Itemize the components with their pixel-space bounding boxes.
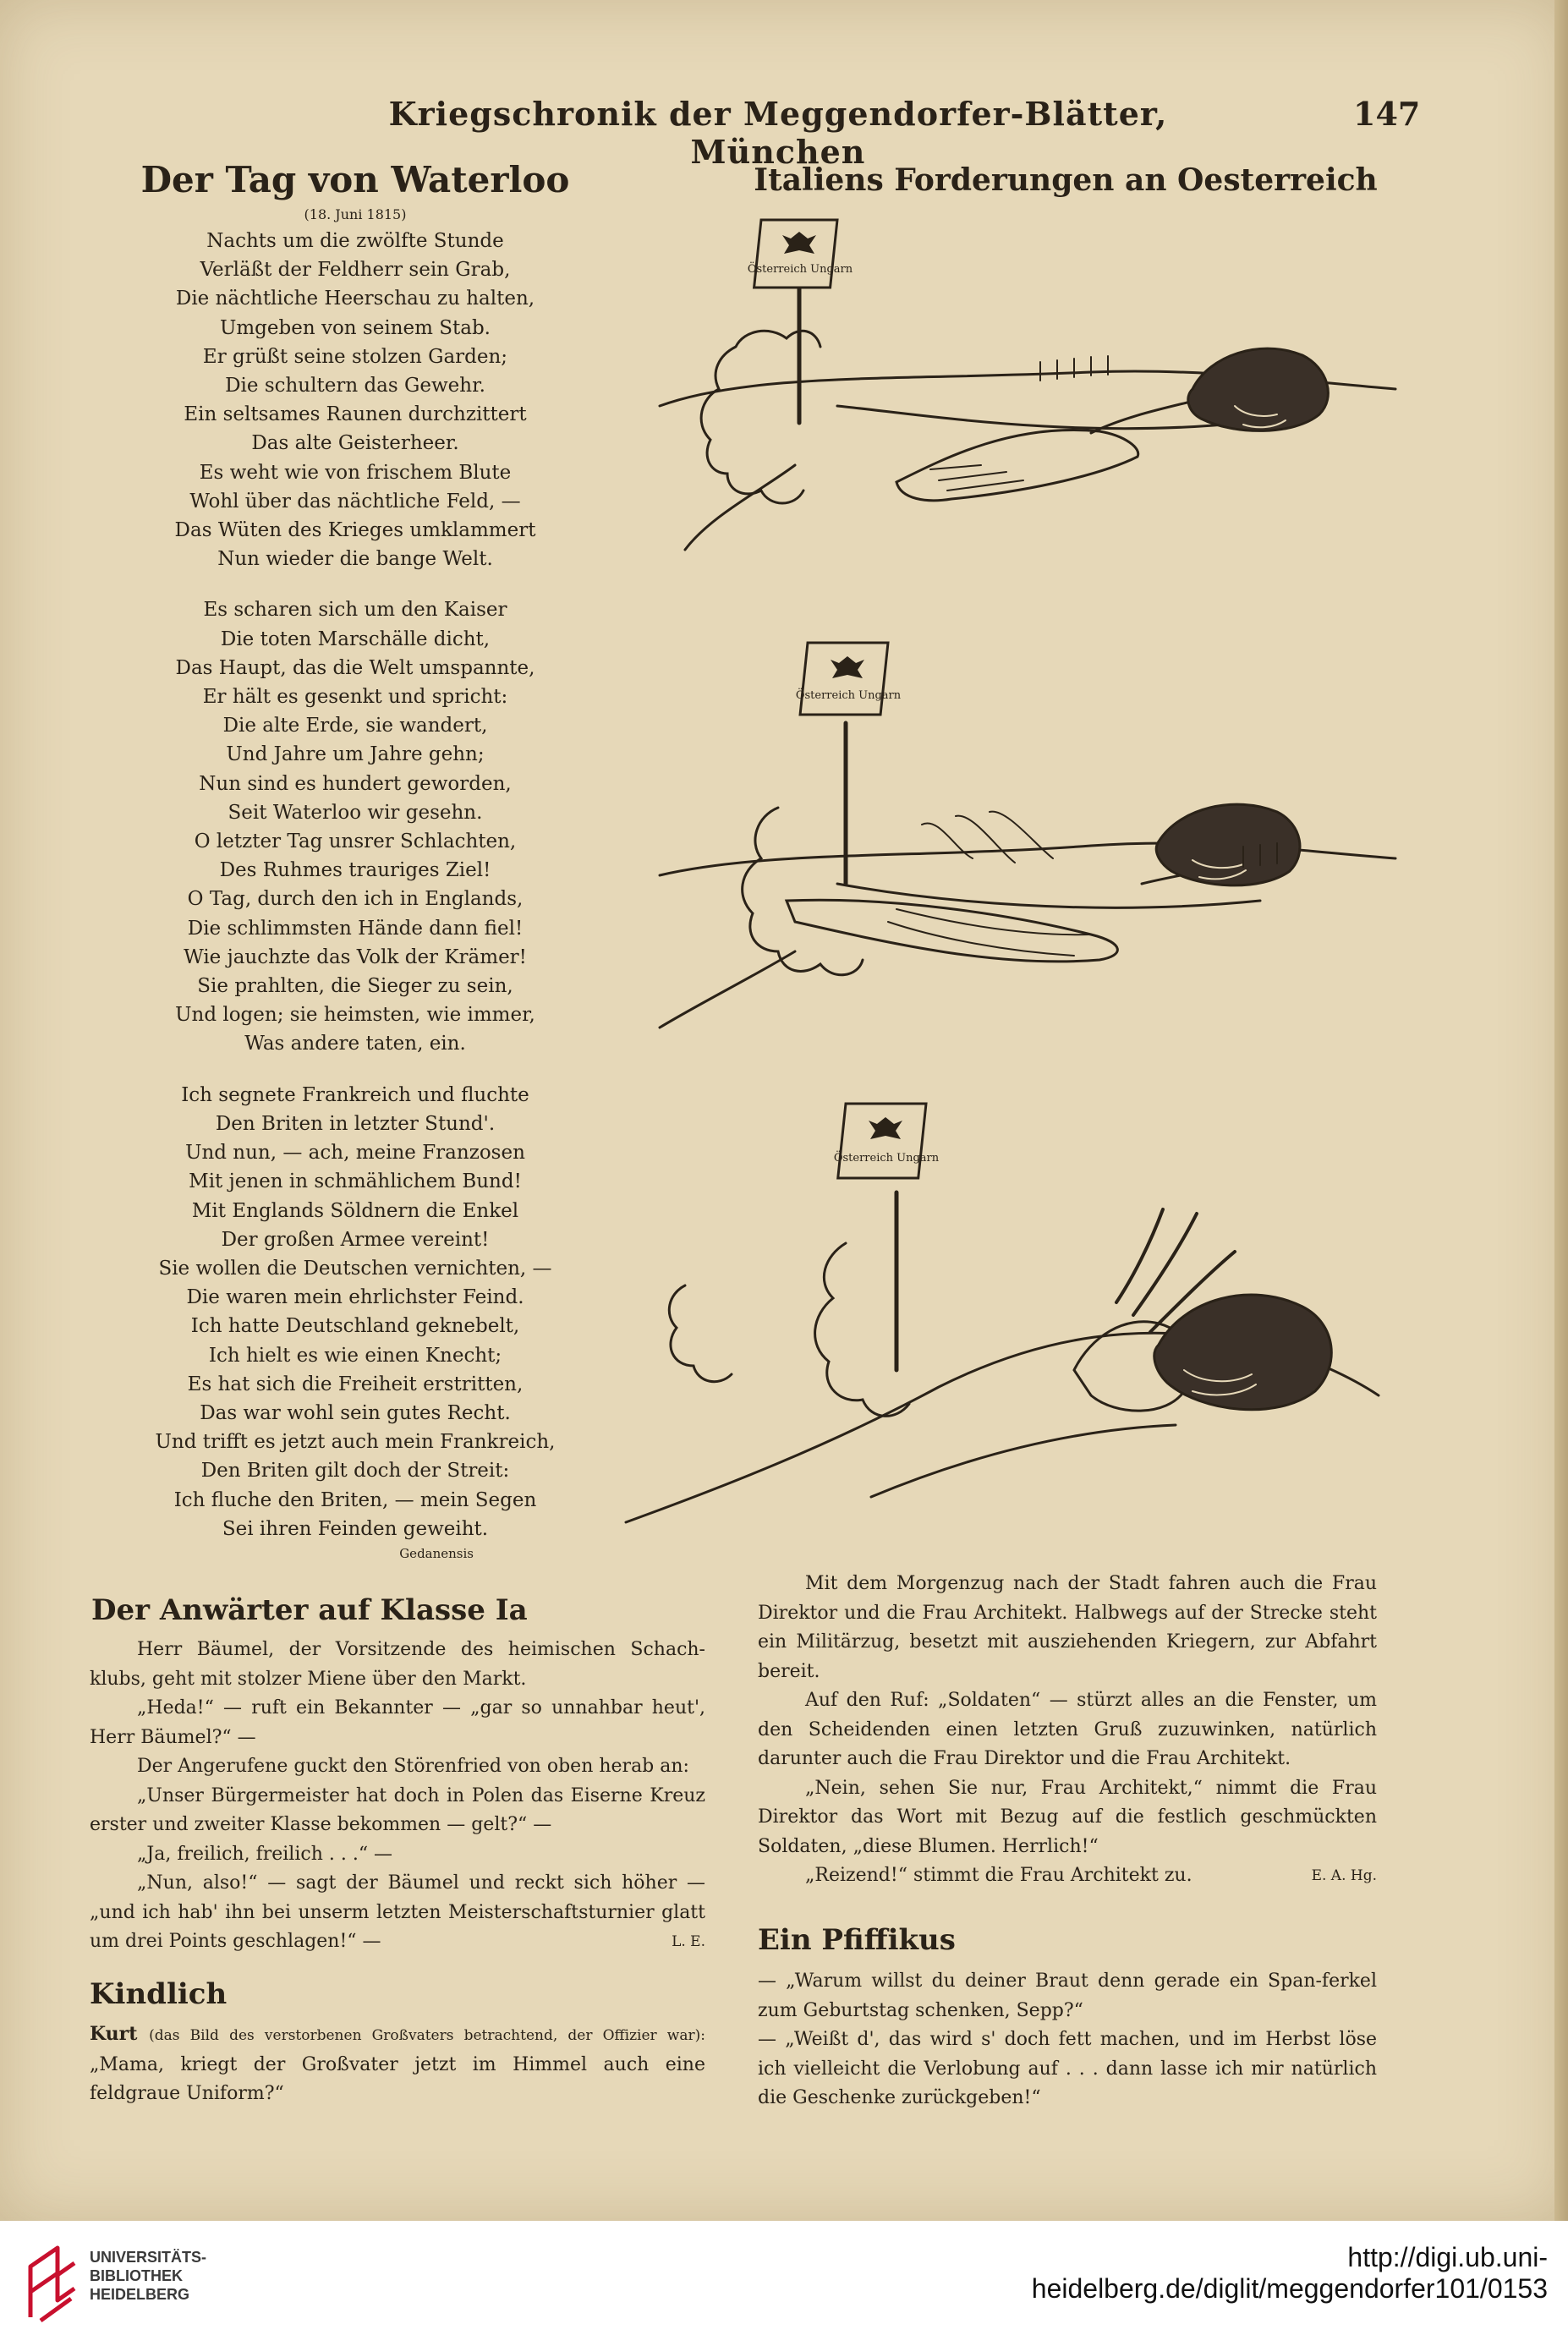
- morgenzug-text: [758, 1570, 1377, 1891]
- poem-line: Ein seltsames Raunen durchzittert: [184, 403, 527, 426]
- cartoon-panel-1: [651, 211, 1412, 592]
- anwaerter-title: Der Anwärter auf Klasse Ia: [91, 1593, 528, 1627]
- anwaerter-paragraph: „Nun, also!“ — sagt der Bäumel und reckt sich höher — „und ich hab' ihn bei unserm letzten Meisterschaftsturnier glatt um drei Points geschlagen!“ —: [90, 1872, 705, 1952]
- library-name-line: BIBLIOTHEK: [90, 2267, 183, 2284]
- poem-line: Das Haupt, das die Welt umspannte,: [175, 656, 535, 679]
- kindlich-text: [90, 2020, 705, 2109]
- poem-line: Nun wieder die bange Welt.: [217, 548, 493, 571]
- pfiffikus-text: [758, 1967, 1377, 2113]
- poem-line: Das Wüten des Krieges umklammert: [174, 519, 536, 542]
- poem-line: Es scharen sich um den Kaiser: [203, 599, 507, 622]
- poem-line: Seit Waterloo wir gesehn.: [228, 801, 483, 824]
- page-edge: [1554, 0, 1568, 2221]
- poem-line: Er hält es gesenkt und spricht:: [202, 686, 508, 709]
- library-name-line: HEIDELBERG: [90, 2286, 190, 2303]
- kindlich-quote: „Mama, kriegt der Großvater jetzt im Himmel auch eine feldgraue Uniform?“: [90, 2053, 705, 2104]
- poem-line: Den Briten gilt doch der Streit:: [200, 1460, 510, 1483]
- anwaerter-paragraph: „Heda!“ — ruft ein Bekannter — „gar so unnahbar heut', Herr Bäumel?“ —: [90, 1697, 705, 1748]
- poem-line: Ich segnete Frankreich und fluchte: [181, 1083, 529, 1106]
- running-title: Kriegschronik der Meggendorfer-Blätter, München: [388, 95, 1168, 171]
- university-logo-icon: [24, 2241, 79, 2326]
- cartoon-sign-label-3: Österreich Ungarn: [833, 1152, 940, 1165]
- morgenzug-paragraph: „Nein, sehen Sie nur, Frau Architekt,“ nimmt die Frau Direktor das Wort mit Bezug auf die festlich geschmückten Soldaten, „diese Blumen. Herrlich!“: [758, 1777, 1377, 1857]
- poem-line: Wie jauchzte das Volk der Krämer!: [184, 946, 527, 968]
- poem-line: Und Jahre um Jahre gehn;: [226, 743, 485, 766]
- anwaerter-paragraph: „Unser Bürgermeister hat doch in Polen das Eiserne Kreuz erster und zweiter Klasse bekommen — gelt?“ —: [90, 1784, 705, 1835]
- poem-line: Den Briten in letzter Stund'.: [215, 1112, 496, 1135]
- cartoon-panel-3-drawing: [617, 1091, 1404, 1539]
- anwaerter-text: [90, 1636, 705, 1957]
- poem-line: Ich hielt es wie einen Knecht;: [208, 1344, 502, 1367]
- cartoon-title: Italiens Forderungen an Oesterreich: [754, 162, 1378, 198]
- poem-line: Nun sind es hundert geworden,: [199, 772, 512, 795]
- poem-line: Was andere taten, ein.: [244, 1033, 466, 1055]
- kindlich-title: Kindlich: [90, 1977, 228, 2011]
- poem-line: Und logen; sie heimsten, wie immer,: [175, 1004, 535, 1027]
- library-name: [90, 2248, 206, 2304]
- poem-line: Sie prahlten, die Sieger zu sein,: [197, 975, 513, 998]
- poem-line: Sie wollen die Deutschen vernichten, —: [158, 1257, 552, 1280]
- pfiffikus-paragraph: — „Warum willst du deiner Braut denn gerade ein Span-ferkel zum Geburtstag schenken, Sepp?“: [758, 1970, 1377, 2021]
- poem-line: Sei ihren Feinden geweiht.: [222, 1517, 489, 1540]
- poem-line: Mit Englands Söldnern die Enkel: [191, 1199, 519, 1222]
- cartoon-panel-2: [651, 630, 1412, 1044]
- poem-line: Es weht wie von frischem Blute: [199, 461, 512, 484]
- morgenzug-signature: E. A. Hg.: [1311, 1867, 1377, 1884]
- poem-line: Die schlimmsten Hände dann fiel!: [187, 917, 524, 940]
- poem-date: (18. Juni 1815): [304, 206, 407, 222]
- poem-line: Die alte Erde, sie wandert,: [222, 715, 488, 737]
- kindlich-stage-direction: (das Bild des verstorbenen Großvaters betrachtend, der Offizier war):: [149, 2027, 705, 2044]
- pfiffikus-title: Ein Pfiffikus: [758, 1923, 956, 1957]
- poem-line: Die nächtliche Heerschau zu halten,: [175, 288, 535, 310]
- morgenzug-paragraph: „Reizend!“ stimmt die Frau Architekt zu.: [805, 1865, 1192, 1886]
- poem-line: Das alte Geisterheer.: [251, 432, 459, 455]
- poem-line: Umgeben von seinem Stab.: [219, 316, 491, 339]
- cartoon-panel-3: [617, 1091, 1404, 1539]
- poem-line: Es hat sich die Freiheit erstritten,: [187, 1373, 524, 1395]
- poem-text: [101, 227, 609, 1565]
- page-number: 147: [1353, 95, 1421, 133]
- poem-line: Der großen Armee vereint!: [221, 1228, 490, 1251]
- anwaerter-paragraph: Herr Bäumel, der Vorsitzende des heimischen Schach-klubs, geht mit stolzer Miene über den Markt.: [90, 1639, 705, 1690]
- poem-line: Das war wohl sein gutes Recht.: [200, 1401, 511, 1424]
- poem-line: O Tag, durch den ich in Englands,: [187, 888, 524, 911]
- poem-stanza: [101, 1081, 609, 1543]
- anwaerter-signature: L. E.: [672, 1933, 705, 1950]
- poem-line: Er grüßt seine stolzen Garden;: [202, 345, 508, 368]
- cartoon-sign-label-2: Österreich Ungarn: [795, 689, 902, 702]
- poem-stanza: [101, 595, 609, 1058]
- morgenzug-paragraph: Auf den Ruf: „Soldaten“ — stürzt alles an die Fenster, um den Scheidenden einen letzten Gruß zuzuwinken, natürlich darunter auch die Frau Direktor und die Frau Architekt.: [758, 1690, 1377, 1769]
- kindlich-speaker: Kurt: [90, 2023, 138, 2045]
- poem-line: Wohl über das nächtliche Feld, —: [189, 490, 521, 512]
- cartoon-panel-1-drawing: [651, 211, 1412, 592]
- poem-line: Des Ruhmes trauriges Ziel!: [219, 859, 491, 882]
- anwaerter-paragraph: „Ja, freilich, freilich . . .“ —: [137, 1843, 393, 1865]
- poem-line: Und nun, — ach, meine Franzosen: [185, 1142, 525, 1165]
- source-url-link[interactable]: http://digi.ub.uni-heidelberg.de/diglit/meggendorfer101/0153: [1031, 2242, 1548, 2304]
- poem-line: Die waren mein ehrlichster Feind.: [186, 1286, 524, 1309]
- cartoon-sign-label-1: Österreich Ungarn: [747, 263, 853, 276]
- poem-line: Die toten Marschälle dicht,: [220, 628, 491, 650]
- poem-line: Nachts um die zwölfte Stunde: [206, 230, 504, 252]
- morgenzug-paragraph: Mit dem Morgenzug nach der Stadt fahren auch die Frau Direktor und die Frau Architekt. Halbwegs auf der Strecke steht ein Militärzug, besetzt mit ausziehenden Kriegern, zur Abfahrt bereit.: [758, 1573, 1377, 1682]
- library-name-line: UNIVERSITÄTS-: [90, 2249, 207, 2266]
- poem-stanza: [101, 227, 609, 573]
- poem-line: Mit jenen in schmählichem Bund!: [189, 1170, 522, 1193]
- poem-line: Ich hatte Deutschland geknebelt,: [190, 1315, 520, 1338]
- poem-title: Der Tag von Waterloo: [140, 159, 570, 200]
- poem-line: Die schultern das Gewehr.: [225, 375, 485, 397]
- poem-author: Gedanensis: [399, 1546, 474, 1561]
- anwaerter-paragraph: Der Angerufene guckt den Störenfried von oben herab an:: [137, 1756, 689, 1777]
- poem-line: Und trifft es jetzt auch mein Frankreich,: [155, 1431, 556, 1454]
- cartoon-panel-2-drawing: [651, 630, 1412, 1044]
- poem-line: O letzter Tag unsrer Schlachten,: [194, 830, 517, 853]
- pfiffikus-paragraph: — „Weißt d', das wird s' doch fett machen, und im Herbst löse ich vielleicht die Verlobung auf . . . dann lasse ich mir natürlich die Geschenke zurückgeben!“: [758, 2029, 1377, 2108]
- poem-line: Ich fluche den Briten, — mein Segen: [173, 1488, 537, 1511]
- poem-line: Verläßt der Feldherr sein Grab,: [200, 259, 511, 282]
